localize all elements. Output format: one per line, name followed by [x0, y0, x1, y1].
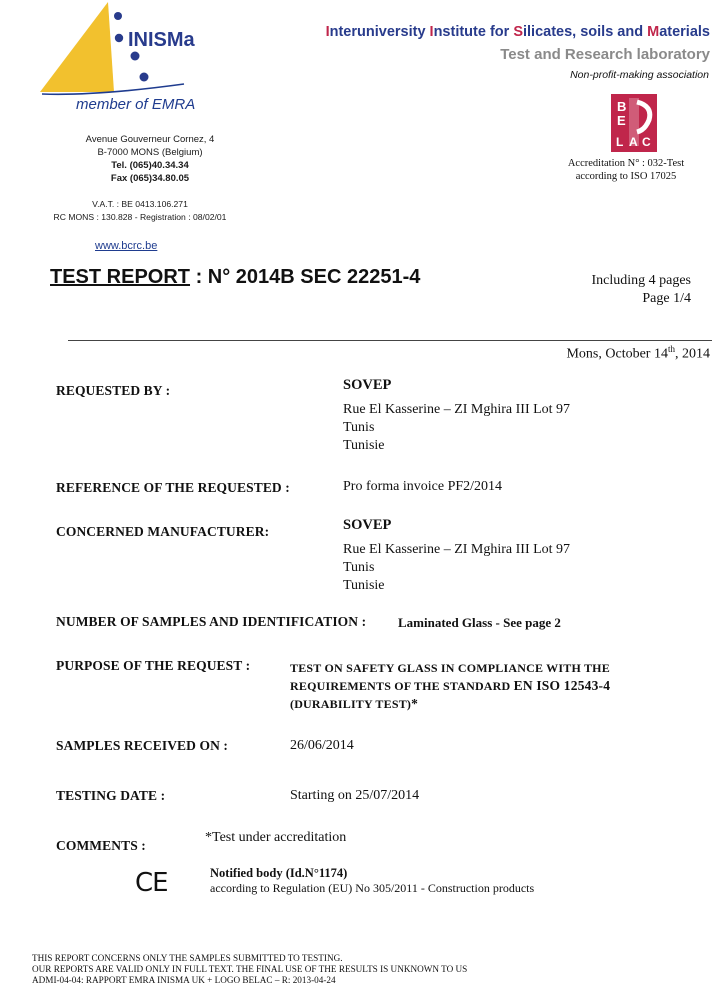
accreditation-number: Accreditation N° : 032-Test — [567, 158, 685, 169]
purpose-line-3: (DURABILITY TEST)* — [290, 696, 419, 711]
logo-dot-2 — [115, 34, 123, 42]
requested-by-name: SOVEP — [343, 377, 392, 393]
manufacturer-address-3: Tunisie — [343, 578, 385, 593]
purpose-value — [290, 660, 610, 713]
belac-letter-b: B — [617, 99, 627, 114]
comments-value: *Test under accreditation — [205, 830, 347, 845]
received-label: SAMPLES RECEIVED ON : — [56, 738, 228, 753]
requested-by-address-2: Tunis — [343, 420, 375, 435]
logo-dot-1 — [114, 12, 122, 20]
footer-line-1: THIS REPORT CONCERNS ONLY THE SAMPLES SUBMITTED TO TESTING. — [32, 953, 343, 963]
website-link[interactable]: www.bcrc.be — [95, 240, 158, 252]
manufacturer-name: SOVEP — [343, 517, 392, 533]
requested-by-label: REQUESTED BY : — [56, 383, 171, 398]
samples-value: Laminated Glass - See page 2 — [398, 615, 561, 630]
samples-label: NUMBER OF SAMPLES AND IDENTIFICATION : — [56, 614, 367, 629]
telephone: Tel. (065)40.34.34 — [111, 160, 189, 171]
testing-date-label: TESTING DATE : — [56, 788, 166, 803]
address-line-2: B-7000 MONS (Belgium) — [97, 147, 203, 158]
vat-number: V.A.T. : BE 0413.106.271 — [92, 199, 188, 209]
requested-by-address-1: Rue El Kasserine – ZI Mghira III Lot 97 — [343, 402, 571, 417]
title-divider — [68, 340, 712, 341]
report-title: TEST REPORT : N° 2014B SEC 22251-4 — [50, 266, 421, 288]
notified-body: Notified body (Id.N°1174) — [210, 866, 348, 880]
institute-subtitle: Test and Research laboratory — [500, 46, 710, 63]
reference-value: Pro forma invoice PF2/2014 — [343, 479, 503, 494]
address-line-1: Avenue Gouverneur Cornez, 4 — [85, 134, 215, 145]
footer-line-2: OUR REPORTS ARE VALID ONLY IN FULL TEXT. THE FINAL USE OF THE RESULTS IS UNKNOWN TO US — [32, 964, 468, 974]
belac-letter-l: L — [616, 135, 624, 149]
member-of-emra: member of EMRA — [76, 96, 196, 113]
institute-name: Interuniversity Institute for Silicates, soils and Materials — [325, 24, 710, 40]
page-number: Page 1/4 — [642, 291, 691, 306]
purpose-label: PURPOSE OF THE REQUEST : — [56, 658, 251, 673]
belac-letter-c: C — [642, 135, 651, 149]
received-value: 26/06/2014 — [290, 738, 354, 753]
logo-dot-4 — [140, 73, 149, 82]
non-profit-label: Non-profit-making association — [570, 69, 709, 81]
fax: Fax (065)34.80.05 — [110, 173, 190, 184]
regulation-text: according to Regulation (EU) No 305/2011 - Construction products — [210, 881, 535, 895]
testing-date-value: Starting on 25/07/2014 — [290, 788, 420, 803]
footer-line-3: ADMI-04-04: RAPPORT EMRA INISMA UK + LOGO BELAC – R: 2013-04-24 — [32, 975, 336, 985]
accreditation-standard: according to ISO 17025 — [575, 171, 677, 182]
reference-label: REFERENCE OF THE REQUESTED : — [56, 480, 290, 495]
comments-label: COMMENTS : — [56, 838, 146, 853]
page-count: Including 4 pages — [591, 273, 691, 288]
logo-dot-3 — [131, 52, 140, 61]
logo-yellow-triangle — [40, 2, 114, 92]
ce-mark-icon: CE — [135, 868, 168, 898]
belac-letter-a: A — [629, 135, 638, 149]
requested-by-address-3: Tunisie — [343, 438, 385, 453]
manufacturer-address-1: Rue El Kasserine – ZI Mghira III Lot 97 — [343, 542, 571, 557]
logo-name: INISMa — [128, 29, 195, 51]
manufacturer-label: CONCERNED MANUFACTURER: — [56, 524, 270, 539]
purpose-line-1: TEST ON SAFETY GLASS IN COMPLIANCE WITH THE — [290, 661, 610, 675]
belac-logo — [611, 94, 657, 152]
manufacturer-address-2: Tunis — [343, 560, 375, 575]
belac-letter-e: E — [617, 113, 626, 128]
report-date: Mons, October 14th, 2014 — [566, 344, 710, 362]
inisma-logo — [36, 0, 236, 100]
purpose-line-2: REQUIREMENTS OF THE STANDARD EN ISO 12543-4 — [290, 678, 611, 693]
rc-registration: RC MONS : 130.828 - Registration : 08/02/01 — [53, 212, 227, 222]
